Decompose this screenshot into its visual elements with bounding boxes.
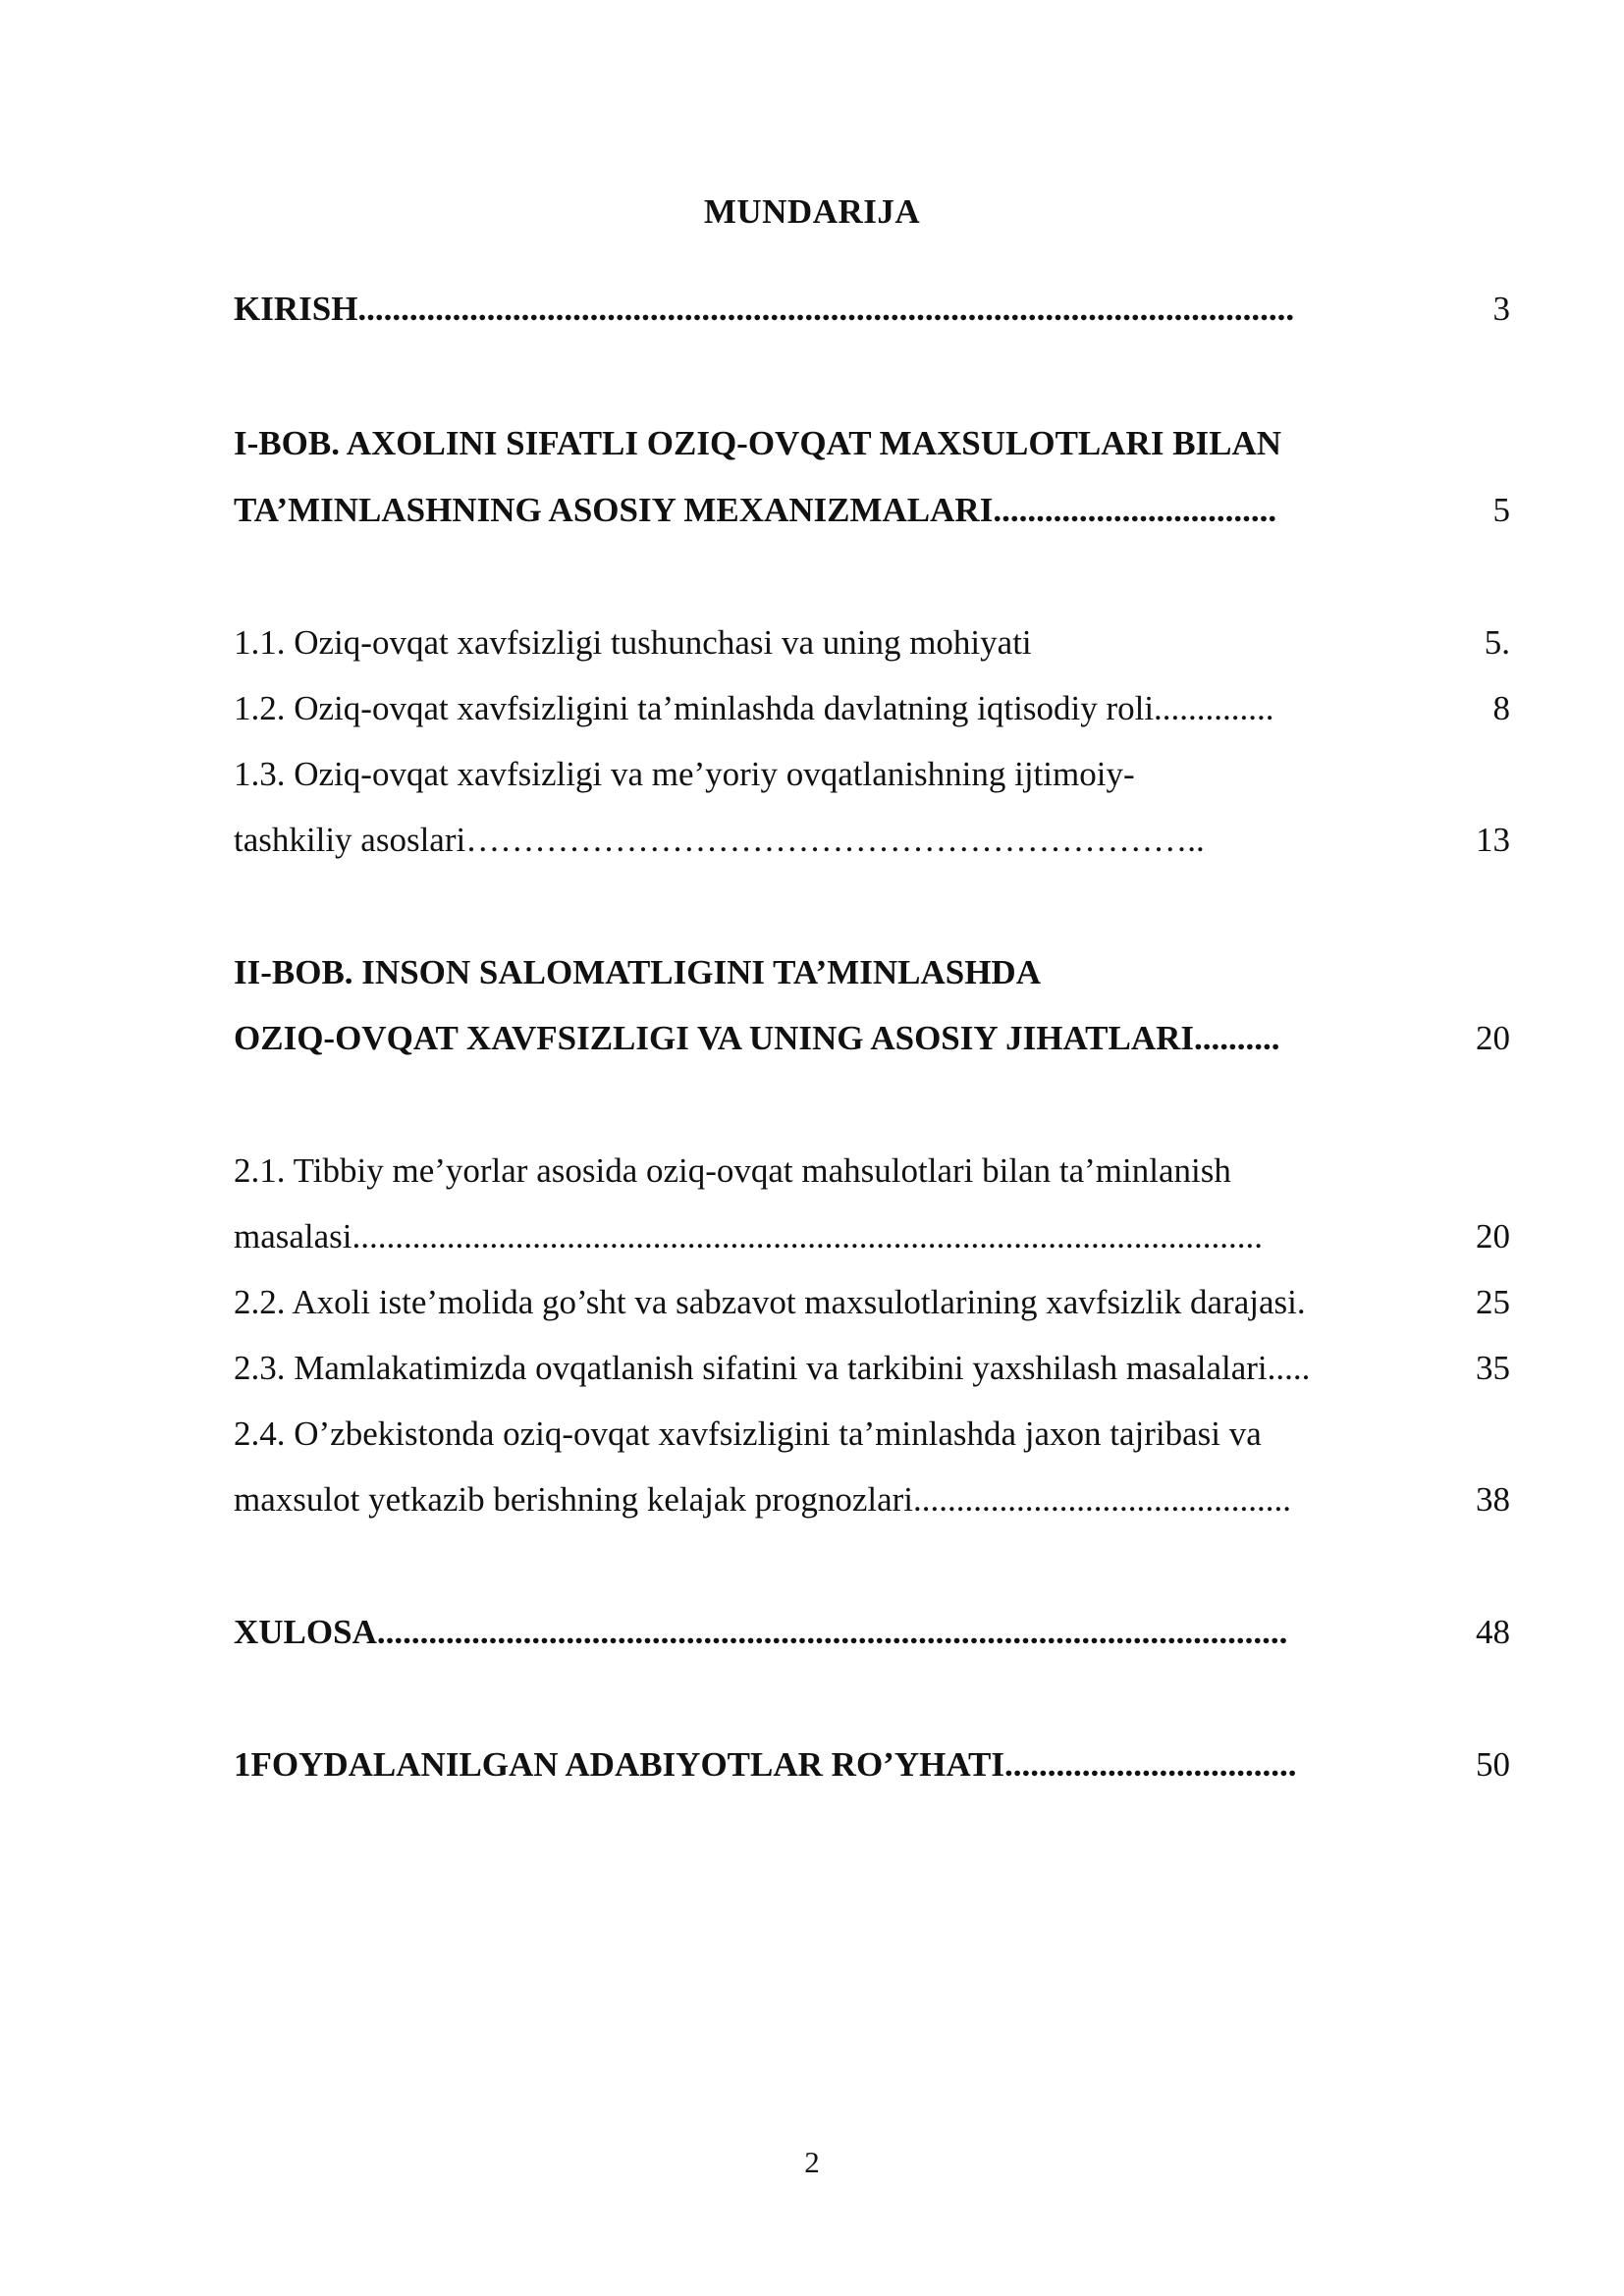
toc-entry-section-2-1-line-1	[234, 1147, 1510, 1196]
toc-entry-title: tashkiliy asoslari………………………………………………………..	[234, 821, 1205, 859]
toc-page-number: 8	[1492, 689, 1510, 727]
toc-entry-title: 1.3. Oziq-ovqat xavfsizligi va me’yoriy ovqatlanishning ijtimoiy-	[234, 755, 1135, 793]
toc-entry-title: 1.2. Oziq-ovqat xavfsizligini ta’minlashda davlatning iqtisodiy roli..............	[234, 689, 1274, 727]
toc-entry-title: 2.1. Tibbiy me’yorlar asosida oziq-ovqat mahsulotlari bilan ta’minlanish	[234, 1151, 1231, 1190]
toc-page-number: 20	[1476, 1217, 1510, 1255]
toc-entry-section-2-4-line-1	[234, 1410, 1510, 1459]
toc-entry-xulosa	[234, 1608, 1510, 1657]
toc-entry-title: TA’MINLASHNING ASOSIY MEXANIZMALARI.................................	[234, 491, 1277, 529]
toc-entry-title: masalasi..........................................................................................................	[234, 1217, 1264, 1255]
toc-entry-section-1-2	[234, 684, 1510, 733]
toc-entry-chapter-2-line-1	[234, 948, 1510, 997]
toc-page-number: 25	[1476, 1283, 1510, 1321]
page-number: 2	[804, 2145, 820, 2179]
toc-entry-title: 1.1. Oziq-ovqat xavfsizligi tushunchasi va uning mohiyati	[234, 623, 1032, 662]
toc-entry-title: KIRISH.............................................................................................................	[234, 290, 1295, 328]
toc-entry-kirish	[234, 285, 1510, 334]
toc-entry-section-1-3-line-2	[234, 816, 1510, 865]
toc-page-number: 50	[1476, 1745, 1510, 1784]
toc-entry-title: 1FOYDALANILGAN ADABIYOTLAR RO’YHATI..................................	[234, 1745, 1297, 1784]
page-title: MUNDARIJA	[703, 192, 921, 231]
toc-entry-title: maxsulot yetkazib berishning kelajak prognozlari............................................	[234, 1480, 1292, 1519]
toc-entry-section-2-4-line-2	[234, 1475, 1510, 1524]
toc-entry-bibliography	[234, 1740, 1510, 1789]
toc-entry-chapter-1-line-1	[234, 419, 1510, 468]
toc-page-number: 13	[1476, 821, 1510, 859]
toc-page-number: 5.	[1484, 623, 1510, 662]
toc-page-number: 35	[1476, 1349, 1510, 1387]
toc-entry-title: 2.2. Axoli iste’molida go’sht va sabzavot maxsulotlarining xavfsizlik darajasi.	[234, 1283, 1306, 1321]
toc-page-number: 48	[1476, 1613, 1510, 1651]
toc-page-number: 38	[1476, 1480, 1510, 1519]
toc-page-number: 5	[1492, 491, 1510, 529]
toc-entry-title: 2.3. Mamlakatimizda ovqatlanish sifatini va tarkibini yaxshilash masalalari.....	[234, 1349, 1311, 1387]
toc-entry-chapter-1-line-2	[234, 486, 1510, 535]
toc-entry-title: XULOSA..........................................................................................................	[234, 1613, 1288, 1651]
toc-entry-chapter-2-line-2	[234, 1014, 1510, 1063]
toc-entry-title: OZIQ-OVQAT XAVFSIZLIGI VA UNING ASOSIY JIHATLARI..........	[234, 1019, 1280, 1057]
toc-entry-section-1-3-line-1	[234, 750, 1510, 799]
toc-entry-section-1-1	[234, 618, 1510, 667]
toc-page-number: 3	[1492, 290, 1510, 328]
toc-page-number: 20	[1476, 1019, 1510, 1057]
toc-entry-section-2-1-line-2	[234, 1212, 1510, 1261]
toc-entry-title: II-BOB. INSON SALOMATLIGINI TA’MINLASHDA	[234, 953, 1041, 991]
toc-entry-section-2-3	[234, 1344, 1510, 1393]
toc-entry-section-2-2	[234, 1278, 1510, 1327]
toc-entry-title: 2.4. O’zbekistonda oziq-ovqat xavfsizligini ta’minlashda jaxon tajribasi va	[234, 1415, 1262, 1453]
toc-entry-title: I-BOB. AXOLINI SIFATLI OZIQ-OVQAT MAXSULOTLARI BILAN	[234, 424, 1282, 462]
